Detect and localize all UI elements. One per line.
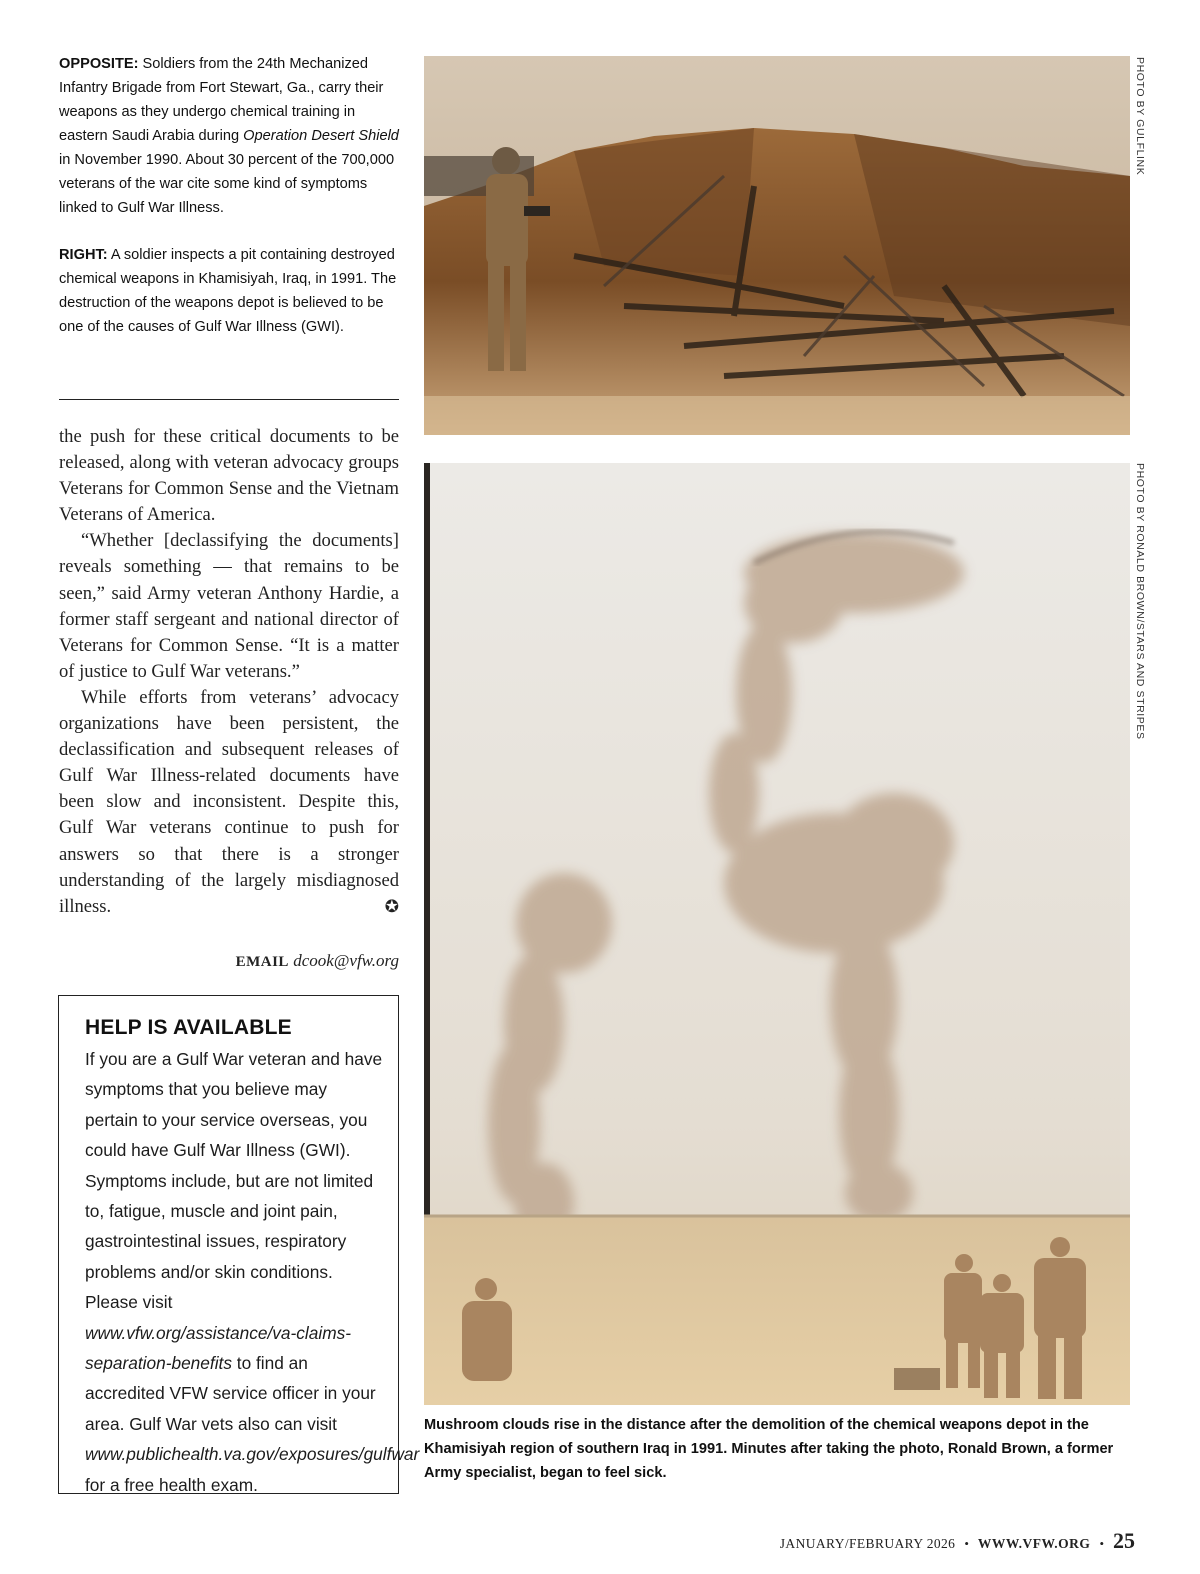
top-captions — [59, 52, 401, 339]
page-footer — [780, 1528, 1135, 1554]
issue-date: JANUARY/FEBRUARY 2026 — [779, 1536, 956, 1551]
caption-opposite-label: OPPOSITE: — [59, 56, 139, 72]
footer-bullet: • — [1099, 1536, 1104, 1551]
website-link[interactable]: WWW.VFW.ORG — [977, 1536, 1091, 1551]
article-paragraph-3: While efforts from veterans’ advocacy organizations have been persistent, the declassification and subsequent releases of Gulf War Illness-related documents have been slow and inconsistent. Despite this, Gulf War veterans continue to push for answers so that there is a stronger understanding of the largely misdiagnosed illness. ✪ — [59, 685, 399, 920]
caption-right: RIGHT: A soldier inspects a pit containing destroyed chemical weapons in Khamisiyah, Iraq, in 1991. The destruction of the weapons depot is believed to be one of the causes of Gulf War Illness (GWI). — [59, 247, 397, 335]
help-is-available-box — [58, 995, 420, 1495]
caption-divider — [59, 399, 399, 400]
publichealth-link[interactable]: www.publichealth.va.gov/exposures/gulfwar — [85, 1444, 420, 1465]
vfw-assistance-link[interactable]: www.vfw.org/assistance/va-claims-separation-benefits — [85, 1322, 352, 1374]
article-body — [59, 424, 399, 920]
author-email-line — [59, 948, 399, 975]
photo-credit-gulflink: PHOTO BY GULFLINK — [1134, 57, 1146, 176]
help-box-title: HELP IS AVAILABLE — [85, 1016, 292, 1039]
article-paragraph-2: “Whether [declassifying the documents] reveals something — that remains to be seen,” said Army veteran Anthony Hardie, a former staff sergeant and national director of Veterans for Common Sense. “It is a matter of justice to Gulf War veterans.” — [59, 530, 399, 682]
photo-mushroom-clouds — [424, 463, 1130, 1405]
end-of-story-star-icon: ✪ — [384, 896, 399, 917]
article-paragraph-1: the push for these critical documents to be released, along with veteran advocacy groups Veterans for Common Sense and the Vietnam Veterans of America. — [59, 426, 399, 526]
footer-bullet: • — [964, 1536, 969, 1551]
caption-opposite: OPPOSITE: Soldiers from the 24th Mechanized Infantry Brigade from Fort Stewart, Ga., carry their weapons as they undergo chemical training in eastern Saudi Arabia during Operation Desert Shield in November 1990. About 30 percent of the 700,000 veterans of the war cite some kind of symptoms linked to Gulf War Illness. — [59, 56, 399, 216]
photo-khamisiyah-pit — [424, 56, 1130, 435]
email-address-link[interactable]: dcook@vfw.org — [293, 951, 399, 970]
caption-mushroom-clouds: Mushroom clouds rise in the distance after the demolition of the chemical weapons depot in the Khamisiyah region of southern Iraq in 1991. Minutes after taking the photo, Ronald Brown, a former Army specialist, began to feel sick. — [424, 1417, 1114, 1481]
photo-credit-ronald-brown: PHOTO BY RONALD BROWN/STARS AND STRIPES — [1134, 463, 1146, 740]
email-label: EMAIL — [235, 954, 289, 970]
caption-right-label: RIGHT: — [59, 247, 108, 263]
help-box-body: If you are a Gulf War veteran and have symptoms that you believe may pertain to your service overseas, you could have Gulf War Illness (GWI). Symptoms include, but are not limited to, fatigue, muscle and joint pain, gastrointestinal issues, respiratory problems and/or skin conditions. Please visit www.vfw.org/assistance/va-claims-separation-benefits to find an accredited VFW service officer in your area. Gulf War vets also can visit www.publichealth.va.gov/exposures/gulfwar for a free health exam. — [85, 1049, 420, 1495]
page-number: 25 — [1113, 1528, 1135, 1553]
